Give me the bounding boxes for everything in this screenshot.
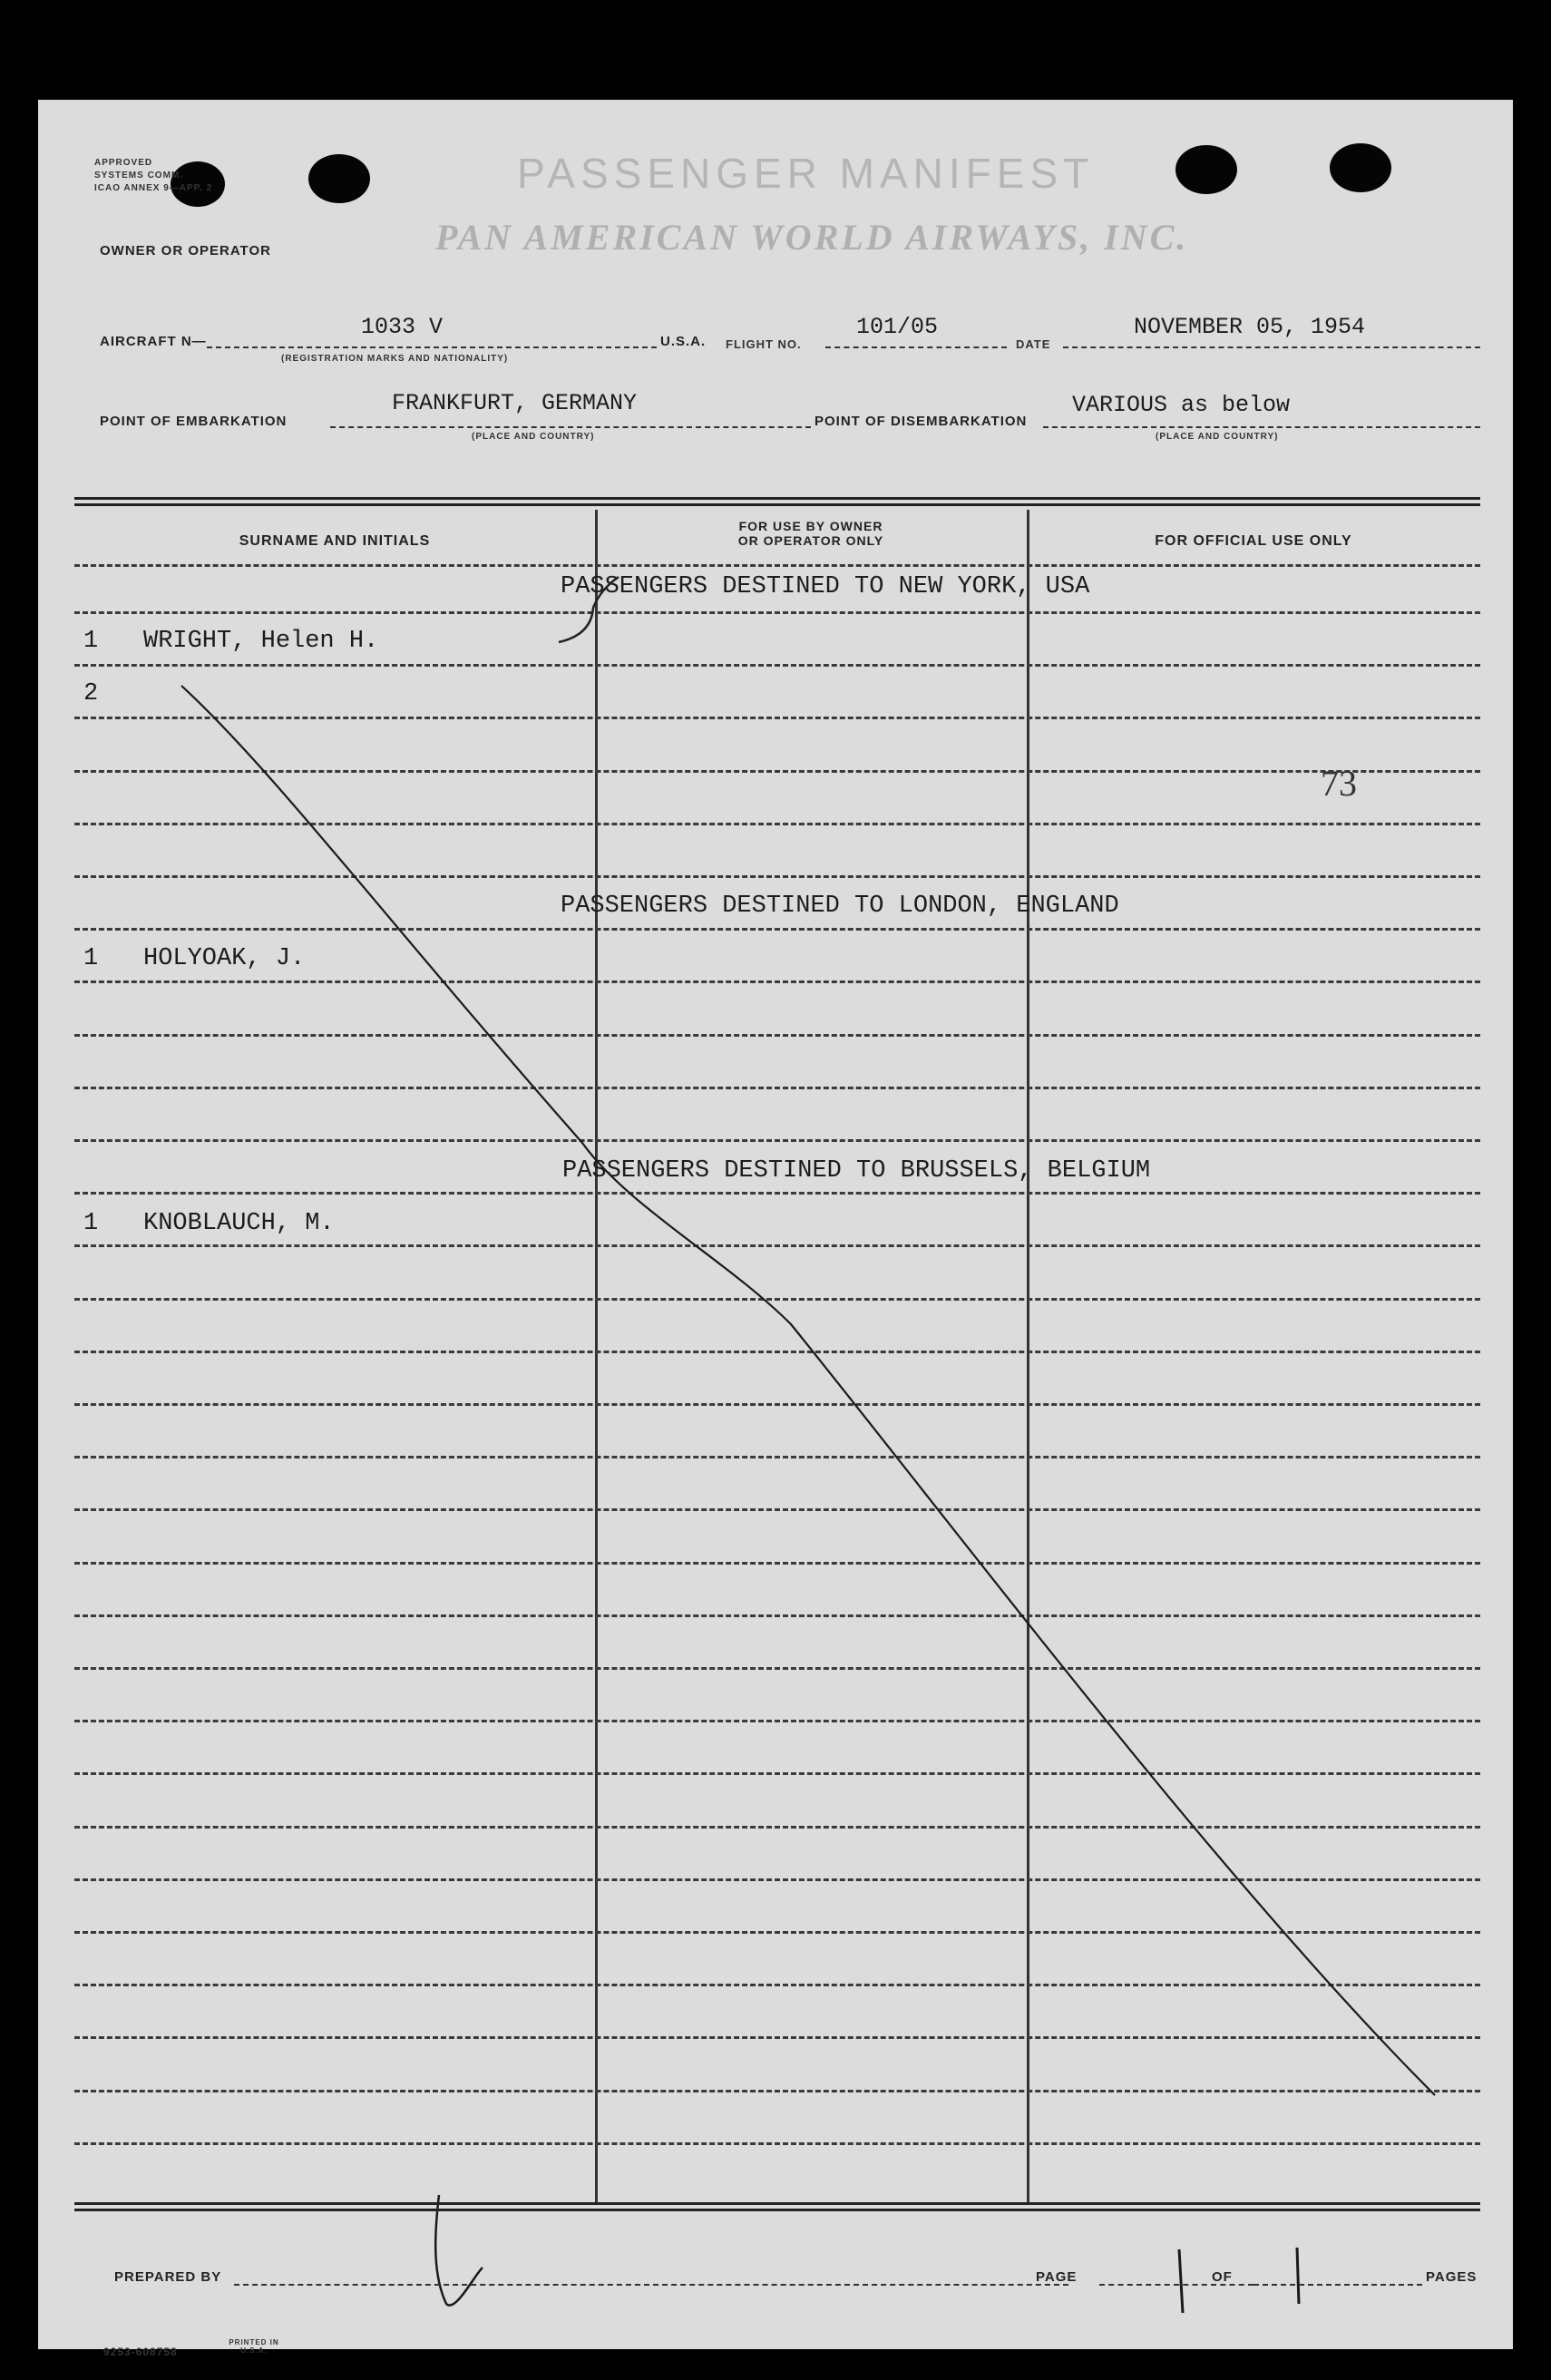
of-label: OF: [1212, 2269, 1233, 2285]
approval-line-1: APPROVED: [94, 158, 153, 168]
section-heading-new-york: PASSENGERS DESTINED TO NEW YORK, USA: [561, 573, 1090, 600]
aircraft-label: AIRCRAFT N—: [100, 334, 207, 349]
passenger-name: KNOBLAUCH, M.: [143, 1210, 335, 1237]
row-number: 1: [83, 628, 99, 655]
disembarkation-label: POINT OF DISEMBARKATION: [815, 414, 1028, 429]
column-header-surname: SURNAME AND INITIALS: [239, 533, 431, 549]
date-value: NOVEMBER 05, 1954: [1134, 314, 1366, 340]
approval-line-2: SYSTEMS COMM.: [94, 171, 184, 180]
usa-label: U.S.A.: [660, 334, 707, 349]
approval-line-3: ICAO ANNEX 9—APP. 2: [94, 183, 213, 193]
passenger-name: WRIGHT, Helen H.: [143, 628, 379, 655]
page-total-tick-icon: [1297, 2248, 1299, 2304]
embarkation-caption: (PLACE AND COUNTRY): [472, 432, 595, 442]
form-title: PASSENGER MANIFEST: [517, 150, 1095, 197]
cancel-line-icon: [181, 686, 1435, 2095]
of-value: [1290, 2262, 1291, 2263]
owner-label: OWNER OR OPERATOR: [100, 243, 271, 258]
manifest-sheet: [38, 100, 1513, 2358]
signature-initial-icon: [435, 2195, 483, 2306]
section-heading-brussels: PASSENGERS DESTINED TO BRUSSELS, BELGIUM: [562, 1157, 1151, 1185]
flight-no-value: 101/05: [856, 314, 939, 340]
flight-no-label: FLIGHT NO.: [726, 337, 802, 351]
row-number: 1: [83, 945, 99, 972]
prepared-by-label: PREPARED BY: [114, 2269, 222, 2285]
pages-label: PAGES: [1426, 2269, 1478, 2285]
check-mark-icon: [559, 577, 619, 642]
form-number: 9253-608758: [103, 2346, 178, 2358]
disembarkation-caption: (PLACE AND COUNTRY): [1156, 432, 1279, 442]
row-number: 1: [83, 1210, 99, 1237]
column-header-official-use: FOR OFFICIAL USE ONLY: [1155, 533, 1352, 549]
aircraft-value: 1033 V: [361, 314, 444, 340]
page-number-tick-icon: [1179, 2249, 1183, 2313]
printed-mark: PRINTED IN U.S.A.: [229, 2338, 279, 2355]
date-label: DATE: [1016, 337, 1051, 351]
row-number: 2: [83, 680, 99, 707]
page-label: PAGE: [1036, 2269, 1078, 2285]
page-value: [1168, 2262, 1169, 2263]
operator-name: PAN AMERICAN WORLD AIRWAYS, INC.: [435, 217, 1189, 258]
embarkation-label: POINT OF EMBARKATION: [100, 414, 288, 429]
passenger-name: HOLYOAK, J.: [143, 945, 306, 972]
margin-number: 73: [1321, 763, 1357, 804]
aircraft-caption: (REGISTRATION MARKS AND NATIONALITY): [281, 354, 509, 364]
table-bottom-rule: [74, 2202, 1480, 2211]
embarkation-value: FRANKFURT, GERMANY: [392, 390, 638, 416]
column-header-owner-use-2: OR OPERATOR ONLY: [737, 533, 884, 548]
pen-strokes: [38, 100, 1513, 2349]
disembarkation-value: VARIOUS as below: [1072, 392, 1291, 418]
section-heading-london: PASSENGERS DESTINED TO LONDON, ENGLAND: [561, 892, 1119, 920]
column-header-owner-use-1: FOR USE BY OWNER: [738, 519, 883, 533]
